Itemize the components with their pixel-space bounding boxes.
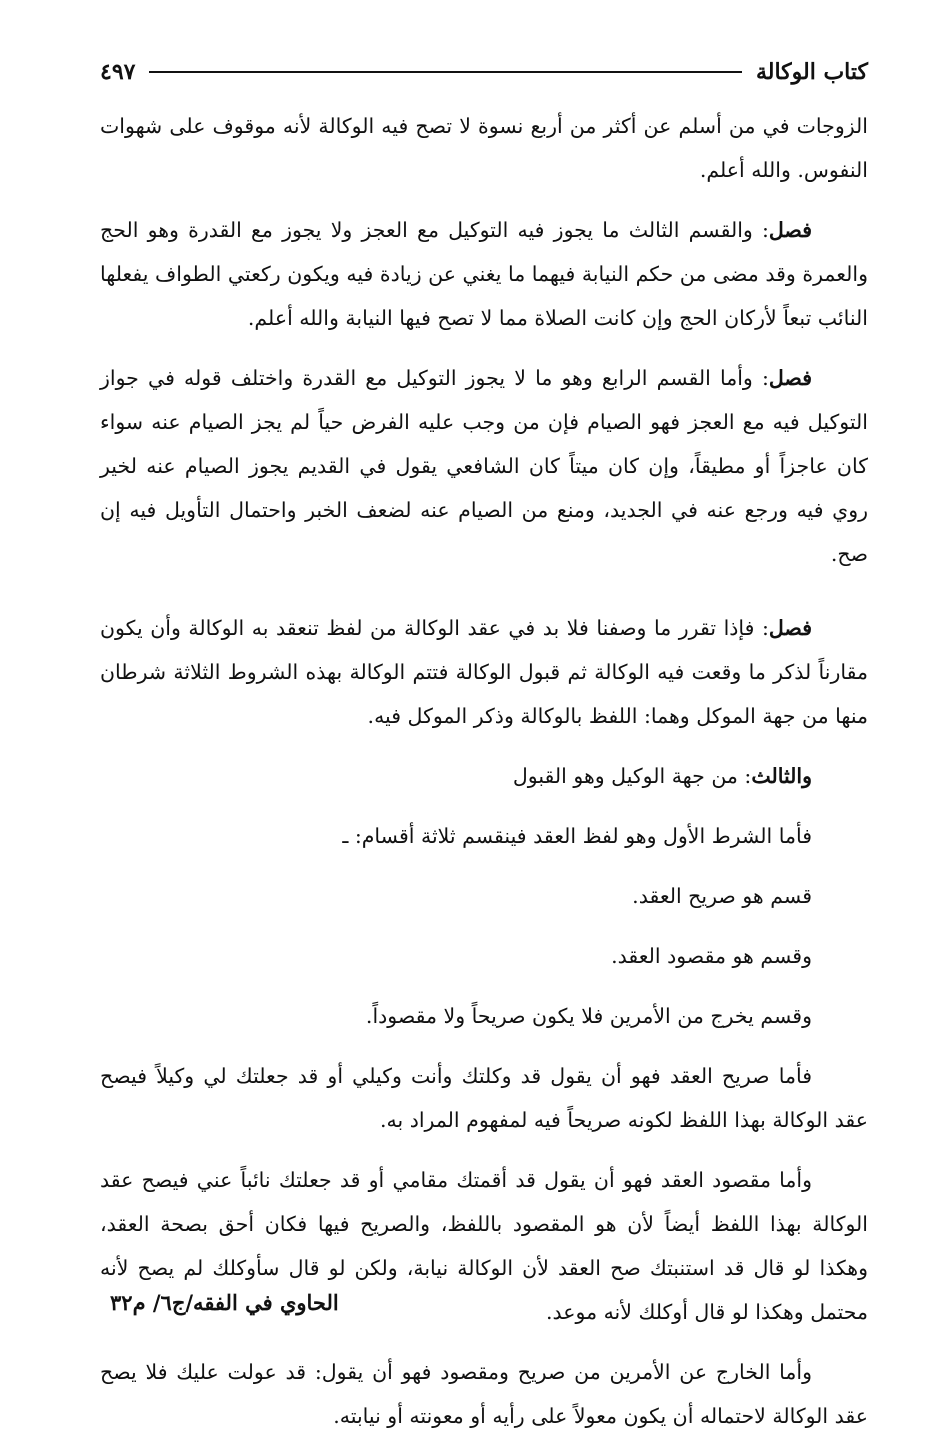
paragraph-9-text: وقسم يخرج من الأمرين فلا يكون صريحاً ولا مقصوداً.: [365, 1004, 812, 1028]
paragraph-10-text: فأما صريح العقد فهو أن يقول قد وكلتك وأنت وكيلي أو قد جعلتك لي وكيلاً فيصح عقد الوكالة بهذا اللفظ لكونه صريحاً فيه لمفهوم المراد به.: [100, 1064, 868, 1132]
paragraph-12-text: وأما الخارج عن الأمرين من صريح ومقصود فهو أن يقول: قد عولت عليك فلا يصح عقد الوكالة لاحتماله أن يكون معولاً على رأيه أو معونته أو نيابته.: [100, 1360, 868, 1428]
paragraph-1-text: الزوجات في من أسلم عن أكثر من أربع نسوة لا تصح فيه الوكالة لأنه موقوف على شهوات النفوس. والله أعلم.: [100, 114, 868, 182]
paragraph-12: [100, 1350, 868, 1438]
paragraph-4-keyword: فصل: [768, 616, 812, 640]
paragraph-3: [100, 356, 868, 576]
paragraph-2-text: : والقسم الثالث ما يجوز فيه التوكيل مع العجز ولا يجوز مع القدرة وهو الحج والعمرة وقد مضى من حكم النيابة فيهما ما يغني عن زيادة فيه ويكون ركعتي الطواف يفعلها النائب تبعاً لأركان الحج وإن كانت الصلاة مما لا تصح فيها النيابة والله أعلم.: [100, 218, 868, 330]
paragraph-7-text: قسم هو صريح العقد.: [632, 884, 812, 908]
paragraph-9: [100, 994, 868, 1038]
footer-source: الحاوي في الفقه/ج٦/ م٣٢: [110, 1290, 339, 1315]
paragraph-8: [100, 934, 868, 978]
paragraph-3-keyword: فصل: [768, 366, 812, 390]
page-footer: [100, 1290, 878, 1315]
paragraph-2: [100, 208, 868, 340]
paragraph-3-text: : وأما القسم الرابع وهو ما لا يجوز التوكيل مع القدرة واختلف قوله في جواز التوكيل فيه مع العجز فهو الصيام فإن من وجب عليه الفرض حياً لم يجز الصيام عنه سواء كان عاجزاً أو مطيقاً، وإن كان ميتاً كان الشافعي يقول في القديم يجوز الصيام عنه لخير روي فيه ورجع عنه في الجديد، ومنع من الصيام عنه لضعف الخبر واحتمال التأويل فيه إن صح.: [100, 366, 868, 566]
paragraph-5-keyword: والثالث: [751, 764, 812, 788]
paragraph-8-text: وقسم هو مقصود العقد.: [611, 944, 812, 968]
page-number: ٤٩٧: [100, 59, 136, 85]
running-header: [100, 52, 868, 92]
paragraph-11-text: وأما مقصود العقد فهو أن يقول قد أقمتك مقامي أو قد جعلتك نائباً عني فيصح عقد الوكالة بهذا اللفظ أيضاً لأن هو المقصود باللفظ، والصريح فيها فكان أحق بصحة العقد، وهكذا لو قال قد استنبتك صح العقد لأن الوكالة نيابة، ولكن لو قال سأوكلك لم يصح لأنه محتمل وهكذا لو قال أوكلك لأنه موعد.: [100, 1168, 868, 1324]
paragraph-10: [100, 1054, 868, 1142]
paragraph-2-keyword: فصل: [768, 218, 812, 242]
paragraph-7: [100, 874, 868, 918]
paragraph-6-text: فأما الشرط الأول وهو لفظ العقد فينقسم ثلاثة أقسام: ـ: [342, 824, 812, 848]
paragraph-4: [100, 606, 868, 738]
paragraph-5: [100, 754, 868, 798]
paragraph-5-text: : من جهة الوكيل وهو القبول: [512, 764, 752, 788]
paragraph-1: [100, 104, 868, 192]
book-title: كتاب الوكالة: [755, 59, 868, 85]
body-text: [100, 104, 868, 1438]
paragraph-4-text: : فإذا تقرر ما وصفنا فلا بد في عقد الوكالة من لفظ تنعقد به الوكالة وأن يكون مقارناً لذكر ما وقعت فيه الوكالة ثم قبول الوكالة فتتم الوكالة بهذه الشروط الثلاثة شرطان منها من جهة الموكل وهما: اللفظ بالوكالة وذكر الموكل فيه.: [100, 616, 868, 728]
header-rule: [149, 71, 742, 73]
paragraph-6: [100, 814, 868, 858]
document-page: [100, 52, 868, 1454]
